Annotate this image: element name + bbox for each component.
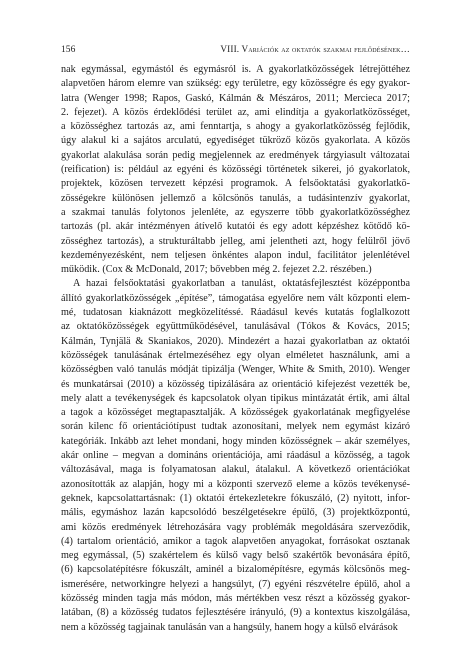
- text-line: ami közös eredmények létrehozására vagy problémák megoldására szerveződik,: [61, 521, 410, 533]
- text-line: nak egymással, egymástól és egymásról is. A gyakorlatközösségek létrejöttéhez: [61, 64, 410, 75]
- text-line: közösségben való tanulás módját tipizálja (Wenger, White & Smith, 2010). Wenger: [61, 364, 410, 376]
- text-line: 2. fejezet). A közös érdeklődési terület az, ami elindítja a gyakorlatközösséget,: [61, 106, 410, 118]
- text-line: a közösséghez tartozás az, ami fenntartja, s ahogy a gyakorlatközösség fejlődik,: [61, 121, 410, 133]
- text-line: meg egymással, (5) szakértelem és külső vagy belső szakértők bevonására építő,: [61, 550, 410, 562]
- text-line: tartozás (pl. akár intézményen átívelő kutatói és egy adott képzéshez kötődő kö-: [61, 221, 410, 233]
- text-line: kezdeményezésként, nem teljesen önkéntes alapon indul, facilitátor jelenlétével: [61, 249, 410, 261]
- text-line: azonosították az alapján, hogy mi a központi szervező eleme a közös tevékenysé-: [61, 478, 410, 490]
- text-line: úgy alakul ki a sajátos arculatú, egyediséget tükröző közös gyakorlata. A közös: [61, 135, 410, 147]
- text-line: akár online – megvan a domináns orientációja, ami ráadásul a közösség, a tagok: [61, 450, 410, 462]
- text-line: projektek, közösen tervezett képzési programok. A felsőoktatási gyakorlatkö-: [61, 178, 410, 190]
- text-line: állító gyakorlatközösségek „építése”, támogatása egyelőre nem vált központi elem-: [61, 292, 410, 304]
- running-head: [61, 44, 410, 55]
- paragraph: [61, 277, 410, 634]
- text-line: a tagok a közösséget megtapasztalják. A közösségek gyakorlatának megfigyelése: [61, 407, 410, 419]
- text-line: A hazai felsőoktatási gyakorlatban a tanulást, oktatásfejlesztést középpontba: [73, 278, 410, 290]
- running-title: VIII. Variációk az oktatók szakmai fejlődésének…: [220, 44, 410, 54]
- text-line: ismerésére, networkingre helyezi a hangsúlyt, (7) egyéni részvételre épülő, ahol a: [61, 578, 410, 590]
- text-line: közösségek tanulásának értelmezéséhez egy olyan elméletet használunk, ami a: [61, 349, 410, 361]
- text-line: gyakorlat alakulása során pedig megjelennek az eredmények tárgyiasult változatai: [61, 149, 410, 161]
- text-line: mális, egymáshoz lazán kapcsolódó beszélgetésekre épülő, (3) projektközpontú,: [61, 507, 410, 519]
- text-line: működik. (Cox & McDonald, 2017; bővebben még 2. fejezet 2.2. részében.): [61, 264, 372, 276]
- text-line: zösséghez tartozás), a strukturáltabb jelleg, ami jelentheti azt, hogy felülről jövő: [61, 235, 410, 247]
- text-line: és munkatársai (2010) a közösség tipizálására az orientáció kifejezést vezették be,: [61, 378, 410, 390]
- text-line: során kilenc fő orientációtípust tudtak azonosítani, melyek nem egymást kizáró: [61, 421, 410, 433]
- text-line: (4) tartalom orientáció, amikor a tagok alapvetően anyagokat, forrásokat osztanak: [61, 535, 410, 547]
- text-line: változásával, maga is folyamatosan alakul, átalakul. A következő orientációkat: [61, 464, 410, 476]
- text-line: mé, tudatosan kiaknázott megközelítéssé. Ráadásul kevés kutatás foglalkozott: [61, 307, 410, 319]
- text-line: geknek, kapcsolattartásnak: (1) oktatói értekezletekre fókuszáló, (2) nyitott, infor-: [61, 492, 410, 504]
- text-line: közösség minden tagja más módon, más mértékben vesz részt a közösség gyakor-: [61, 592, 410, 604]
- text-line: nem a közösség tagjainak tanulásán van a hangsúly, hanem hogy a külső elvárások: [61, 621, 398, 633]
- text-line: kategóriák. Inkább azt lehet mondani, hogy minden közösségnek – akár személyes,: [61, 435, 410, 447]
- text-line: latra (Wenger 1998; Rapos, Gaskó, Kálmán & Mészáros, 2011; Mercieca 2017;: [61, 92, 410, 104]
- text-line: mely alatt a tevékenységek és kapcsolatok olyan tipikus mintázatát értik, ami által: [61, 392, 410, 404]
- text-line: alapvetően három elemre van szükség: egy területre, egy közösségre és egy gyakor-: [61, 78, 410, 90]
- paragraph: [61, 63, 410, 277]
- body-text: [61, 63, 410, 635]
- text-line: (reification) is: például az egyéni és közösségi történetek sikerei, jó gyakorlatok,: [61, 164, 410, 176]
- text-line: az oktatóközösségek együttműködésével, tanulásával (Tókos & Kovács, 2015;: [61, 321, 410, 333]
- text-line: a szakmai tanulás folytonos jelenléte, az egyszerre több gyakorlatközösséghez: [61, 206, 410, 218]
- text-line: zösségekre különösen jellemző a kölcsönös tanulás, a tudásintenzív gyakorlat,: [61, 192, 410, 204]
- text-line: (6) kapcsolatépítésre fókuszált, aminél a bizalomépítésre, egymás kölcsönös meg-: [61, 564, 410, 576]
- text-line: Kálmán, Tynjälä & Skaniakos, 2020). Mindezért a hazai gyakorlatban az oktatói: [61, 335, 410, 347]
- text-line: latában, (8) a közösség tudatos fejlesztésére irányuló, (9) a kontextus kiszolgálása,: [61, 607, 410, 619]
- page-number: 156: [61, 45, 76, 55]
